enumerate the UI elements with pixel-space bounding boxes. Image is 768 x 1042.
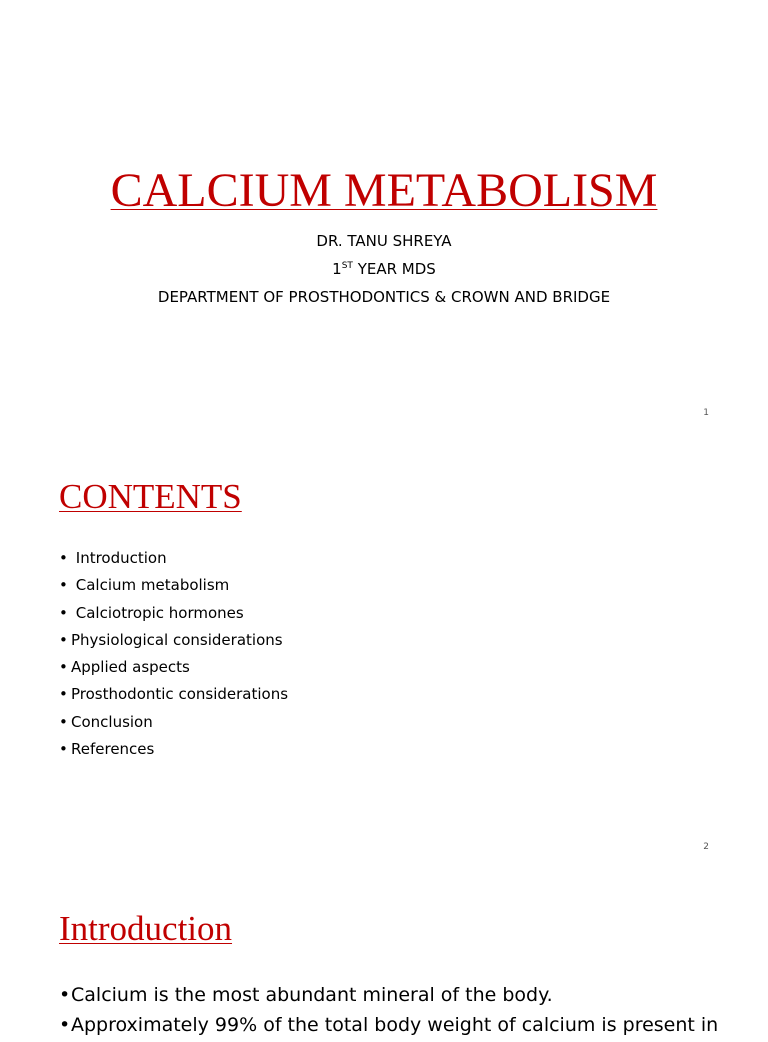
contents-item bbox=[59, 657, 288, 684]
bullet-icon: • bbox=[59, 712, 68, 731]
contents-item bbox=[59, 575, 288, 602]
intro-bullet bbox=[59, 982, 718, 1012]
bullet-icon: • bbox=[59, 740, 68, 759]
bullet-icon: • bbox=[59, 984, 71, 1006]
contents-list bbox=[59, 548, 288, 766]
introduction-slide bbox=[0, 864, 768, 1036]
bullet-icon: • bbox=[59, 603, 68, 622]
year-number: 1 bbox=[332, 260, 342, 278]
bullet-icon: • bbox=[59, 1014, 71, 1036]
contents-slide bbox=[0, 432, 768, 864]
contents-item bbox=[59, 548, 288, 575]
intro-bullet-text: Approximately 99% of the total body weight of calcium is present in bbox=[71, 1014, 719, 1036]
contents-item-text: Conclusion bbox=[71, 712, 153, 731]
bullet-icon: • bbox=[59, 549, 68, 567]
contents-item-text: References bbox=[71, 740, 155, 759]
intro-bullet bbox=[59, 1012, 718, 1042]
contents-item-text: Calcium metabolism bbox=[71, 576, 230, 595]
contents-item bbox=[59, 712, 288, 739]
year-label: YEAR MDS bbox=[352, 260, 436, 278]
contents-item bbox=[59, 684, 288, 711]
slide-number: 1 bbox=[703, 408, 709, 418]
introduction-heading: Introduction bbox=[59, 909, 233, 948]
slide-number: 2 bbox=[703, 842, 709, 852]
intro-bullet-text: Calcium is the most abundant mineral of the body. bbox=[71, 984, 553, 1006]
contents-item bbox=[59, 630, 288, 657]
bullet-icon: • bbox=[59, 630, 68, 649]
bullet-icon: • bbox=[59, 658, 68, 677]
bullet-icon: • bbox=[59, 576, 68, 595]
presentation-title: CALCIUM METABOLISM bbox=[110, 164, 658, 217]
author-year bbox=[0, 259, 768, 279]
contents-item bbox=[59, 603, 288, 630]
author-name: DR. TANU SHREYA bbox=[316, 232, 452, 250]
contents-heading: CONTENTS bbox=[59, 477, 242, 516]
title-slide bbox=[0, 0, 768, 432]
contents-item bbox=[59, 739, 288, 766]
introduction-list bbox=[59, 982, 718, 1042]
bullet-icon: • bbox=[59, 685, 68, 704]
contents-item-text: Introduction bbox=[71, 549, 167, 567]
year-superscript: ST bbox=[341, 261, 353, 271]
contents-item-text: Physiological considerations bbox=[71, 630, 283, 649]
contents-item-text: Prosthodontic considerations bbox=[71, 685, 289, 704]
contents-item-text: Applied aspects bbox=[71, 658, 190, 677]
department-name: DEPARTMENT OF PROSTHODONTICS & CROWN AND BRIDGE bbox=[157, 288, 611, 306]
contents-item-text: Calciotropic hormones bbox=[71, 603, 244, 622]
